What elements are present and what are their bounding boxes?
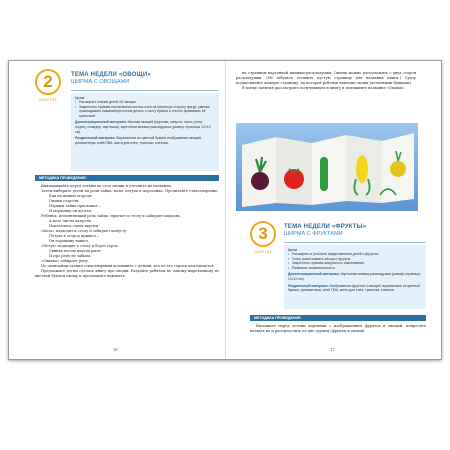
body-paragraph: Затем выберите детей на роли зайца, козы, петуха и поросенка. Прочитайте стихотворение:	[41, 189, 219, 193]
left-page	[9, 61, 225, 359]
verse-line: Первым зайка прискакал –	[49, 204, 101, 208]
photo-vegetable-book	[236, 123, 418, 211]
cucumber-shape	[320, 157, 328, 191]
book-spread	[8, 60, 442, 360]
page-number-left: 16	[113, 347, 118, 352]
body-paragraph: По окончании чтения стихотворения вспомните с детьми, кто из его героев чем питается.	[41, 264, 215, 268]
body-paragraph: Выкладывайте перед детьми на стол овощи и уточните их название.	[41, 184, 172, 188]
goals-label-3: Цели	[288, 248, 298, 252]
corn-shape	[356, 155, 368, 183]
body-paragraph: Ребенок, исполняющий роль зайца, прыгает к столу и забирает морковь.	[41, 214, 181, 218]
handout-material-3	[288, 284, 422, 293]
body-paragraph: «Свинка» забирает репу.	[41, 259, 89, 263]
body-paragraph: Предложите детям сделать книгу про овощи. Раздайте ребятам по одному вырезанному из цветной бумаги овощу и предложите наклеить	[35, 269, 219, 278]
handout-label-3: Раздаточный материал.	[288, 283, 329, 288]
goal-item: • Закреплять приемы аккуратного наклеивания.	[288, 261, 422, 266]
lesson-heading	[71, 72, 151, 85]
handout-text-3: Изображения фруктов и овощей, вырезанные из цветной бумаги, фломастеры, клей ПВА, кисти для клея, тряпочка, клеенки.	[288, 283, 420, 293]
body-paragraph: Выложите перед детьми картинки с изображением фруктов и овощей, попросите назвать их и распределить по две группы (фрукты и овощи).	[250, 324, 426, 333]
heading-rule	[71, 90, 219, 91]
method-section-bar-3: МЕТОДИКА ПРОВЕДЕНИЯ	[250, 315, 426, 321]
verse-line: Показались очень вкусны.	[49, 224, 100, 228]
lesson-title-3: ТЕМА НЕДЕЛИ «ФРУКТЫ»	[284, 224, 367, 230]
lesson-badge-label-3: ЗАНЯТИЕ	[253, 250, 273, 254]
method-section-bar: МЕТОДИКА ПРОВЕДЕНИЯ	[35, 175, 219, 181]
verse-line: Как на нашем огороде	[49, 194, 92, 198]
verse-line: И про репу не забыла.	[49, 254, 92, 258]
verse-line: И морковку он достал.	[49, 209, 93, 213]
verse-line: Он горошину нашел.	[49, 239, 89, 243]
lesson-info-box-3	[284, 245, 426, 309]
goal-item: • Расширять и уточнять представления детей о фруктах.	[288, 252, 422, 257]
goal-item: • Закреплять приемы наклеивания кистью клея на обратную сторону фигур; умение прикладывать намазанную клеем деталь к листу бумаги и плотно прижимать ее тряпочкой.	[75, 105, 215, 119]
goal-item: • Расширять знания детей об овощах.	[75, 100, 215, 105]
heading-rule-3	[284, 242, 426, 243]
goals-list-3	[288, 252, 422, 270]
demo-label: Демонстрационный материал.	[75, 120, 127, 125]
lesson-subtitle-3: ШИРМА С ФРУКТАМИ	[284, 231, 343, 237]
handout-material	[75, 136, 215, 145]
goals-label: Цели	[75, 96, 85, 100]
demo-material	[75, 120, 215, 134]
body-paragraph: «Петух» подходит к столу и берет горох.	[41, 244, 119, 248]
lesson-title: ТЕМА НЕДЕЛИ «ОВОЩИ»	[71, 72, 151, 78]
demo-text: Муляжи овощей (морковь, капуста, горох, репа, огурец, помидор, картошка), картонная книжка-раскладушка (размер страницы 12×10 см).	[75, 120, 211, 134]
demo-label-3: Демонстрационный материал.	[288, 272, 340, 277]
verse-line: А козе листы капусты	[49, 219, 91, 223]
lesson-subtitle: ШИРМА С ОВОЩАМИ	[71, 79, 130, 85]
verse-line: Овощи созрели.	[49, 199, 80, 203]
lesson-number-badge: 2	[35, 69, 61, 95]
right-body-text	[250, 324, 426, 334]
demo-material-3	[288, 272, 422, 281]
lesson-heading-3	[284, 224, 366, 237]
right-top-text	[236, 71, 416, 91]
body-paragraph: на страницы картонной книжки-раскладушки. Овощи можно расположить с двух сторон раскладушки. (Не забудьте оставить пустую страницу для названия книги.) Сразу подписывайте каждую страницу, на которой ребенок наклеил овощи (печатными буквами).	[236, 71, 416, 85]
demo-text-3: Картонная книжка-раскладушка (размер страницы 12×10 см).	[288, 272, 421, 281]
lesson-info-box	[71, 93, 219, 171]
left-body-text	[35, 184, 219, 279]
page-number-right: 17	[330, 347, 335, 352]
goal-item: • Развивать внимательность.	[288, 266, 422, 271]
lesson-number-badge-3: 3	[250, 221, 276, 247]
goals-list	[75, 100, 215, 118]
handout-label: Раздаточный материал.	[75, 136, 116, 141]
verse-line: Петуха в огород пришел –	[49, 234, 99, 238]
vegetable-book-illustration	[236, 123, 418, 211]
beet-shape	[251, 172, 269, 190]
handout-text: Вырезанные из цветной бумаги изображения овощей, фломастеры, клей ПВА, кисти для клея, тряпочки, клеенки.	[75, 136, 202, 145]
body-paragraph: «Коза» подходит к столу и забирает капусту.	[41, 229, 128, 233]
lesson-badge-label: ЗАНЯТИЕ	[38, 98, 58, 102]
onion-shape	[390, 161, 406, 177]
right-page	[226, 61, 443, 359]
goal-item: • Учить распознавать овощи и фрукты.	[288, 257, 422, 262]
verse-line: Свинка носом пахала рыла	[49, 249, 101, 253]
body-paragraph: В конце занятия рассмотрите получившуюся книгу и подпишите название «Овощи».	[242, 86, 406, 90]
